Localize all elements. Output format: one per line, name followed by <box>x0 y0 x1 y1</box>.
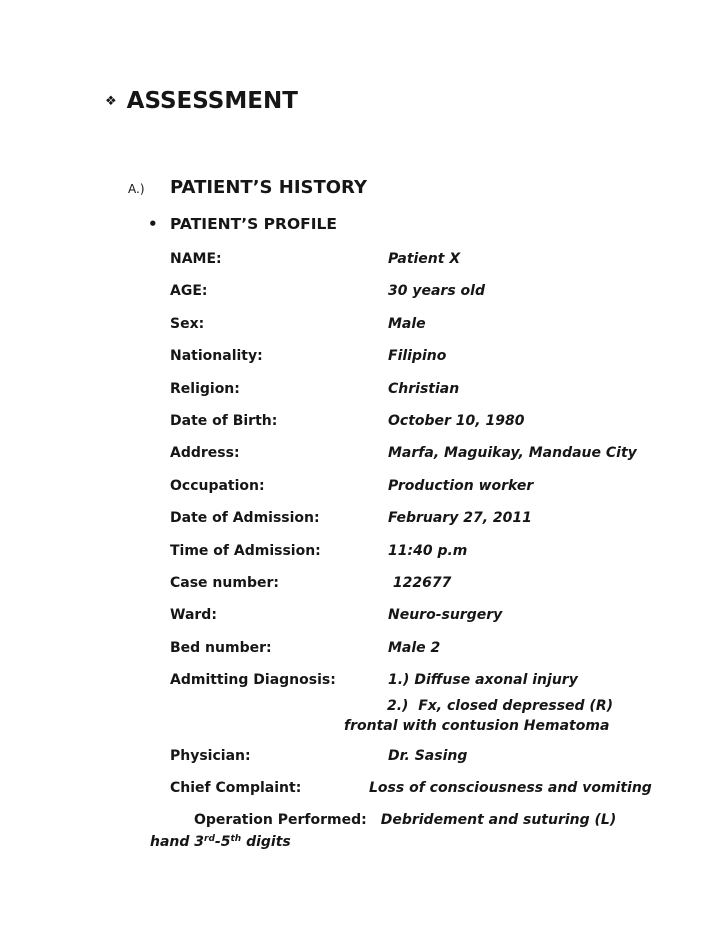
diamond-bullet-icon: ❖ <box>105 94 117 109</box>
profile-field-row-name <box>170 251 728 268</box>
field-value: 1.) Diffuse axonal injury <box>388 672 578 689</box>
field-value: Christian <box>388 380 460 397</box>
profile-fields <box>0 251 728 851</box>
field-value: Production worker <box>388 477 534 494</box>
profile-field-row-time-of-admission <box>170 543 728 560</box>
field-label: Occupation: <box>170 477 265 494</box>
profile-field-row-operation-performed <box>194 812 728 829</box>
profile-field-row-physician <box>170 748 728 765</box>
field-value: Filipino <box>388 348 447 365</box>
ordinal-superscript: th <box>230 833 242 844</box>
profile-field-row-nationality <box>170 348 728 365</box>
field-value: 11:40 p.m <box>388 542 468 559</box>
field-label: Admitting Diagnosis: <box>170 672 336 689</box>
field-label: Time of Admission: <box>170 542 321 559</box>
wrap-text: digits <box>241 833 291 850</box>
profile-field-row-occupation <box>170 478 728 495</box>
field-value: Marfa, Maguikay, Mandaue City <box>388 445 637 462</box>
field-value: Debridement and suturing (L) <box>380 812 617 829</box>
field-value: February 27, 2011 <box>388 510 532 527</box>
field-value: Neuro-surgery <box>388 607 503 624</box>
field-label: Nationality: <box>170 348 263 365</box>
section-marker: A.) <box>128 182 145 196</box>
wrap-text: hand 3 <box>150 833 205 850</box>
field-value: 122677 <box>388 575 452 592</box>
field-label: Physician: <box>170 747 251 764</box>
profile-field-row-religion <box>170 381 728 398</box>
field-label: Chief Complaint: <box>170 779 302 796</box>
field-label: Bed number: <box>170 639 272 656</box>
profile-field-row-ward <box>170 607 728 624</box>
field-value: October 10, 1980 <box>388 413 525 430</box>
field-value: 30 years old <box>388 283 485 300</box>
profile-field-row-chief-complaint <box>170 780 728 797</box>
profile-field-row-date-of-birth <box>170 413 728 430</box>
profile-field-row-address <box>170 445 728 462</box>
profile-field-row-bed-number <box>170 640 728 657</box>
field-label: Sex: <box>170 315 205 332</box>
field-label: Ward: <box>170 607 217 624</box>
diagnosis-continuation-line-3: frontal with contusion Hematoma <box>344 718 610 735</box>
section-title: PATIENT’S HISTORY <box>170 177 367 198</box>
field-label: AGE: <box>170 283 208 300</box>
profile-field-row-case-number <box>170 575 728 592</box>
field-value: Male <box>388 315 426 332</box>
field-value: Male 2 <box>388 639 441 656</box>
diagnosis-continuation-line-2: 2.) Fx, closed depressed (R) <box>387 697 614 714</box>
profile-field-row-date-of-admission <box>170 510 728 527</box>
field-label: Operation Performed: <box>194 812 367 829</box>
patients-profile-heading <box>148 215 728 234</box>
field-label: Date of Admission: <box>170 510 320 527</box>
operation-value-wrap-line <box>150 834 728 851</box>
profile-field-row-age <box>170 283 728 300</box>
field-label: Religion: <box>170 380 240 397</box>
profile-field-row-sex <box>170 316 728 333</box>
page-title: ASSESSMENT <box>126 88 298 114</box>
profile-field-row-admitting-diagnosis <box>170 672 728 689</box>
patients-history-heading <box>128 177 728 198</box>
assessment-heading-row <box>105 88 728 115</box>
field-value: Patient X <box>388 251 461 267</box>
bullet-icon: • <box>148 215 158 233</box>
subsection-title: PATIENT’S PROFILE <box>170 215 337 233</box>
field-value: Dr. Sasing <box>388 747 468 764</box>
field-label: Address: <box>170 445 240 462</box>
wrap-text: -5 <box>214 833 231 850</box>
field-label: Case number: <box>170 575 279 592</box>
ordinal-superscript: rd <box>204 833 215 844</box>
field-value: Loss of consciousness and vomiting <box>369 779 652 796</box>
field-label: NAME: <box>170 251 222 267</box>
field-label: Date of Birth: <box>170 413 278 430</box>
